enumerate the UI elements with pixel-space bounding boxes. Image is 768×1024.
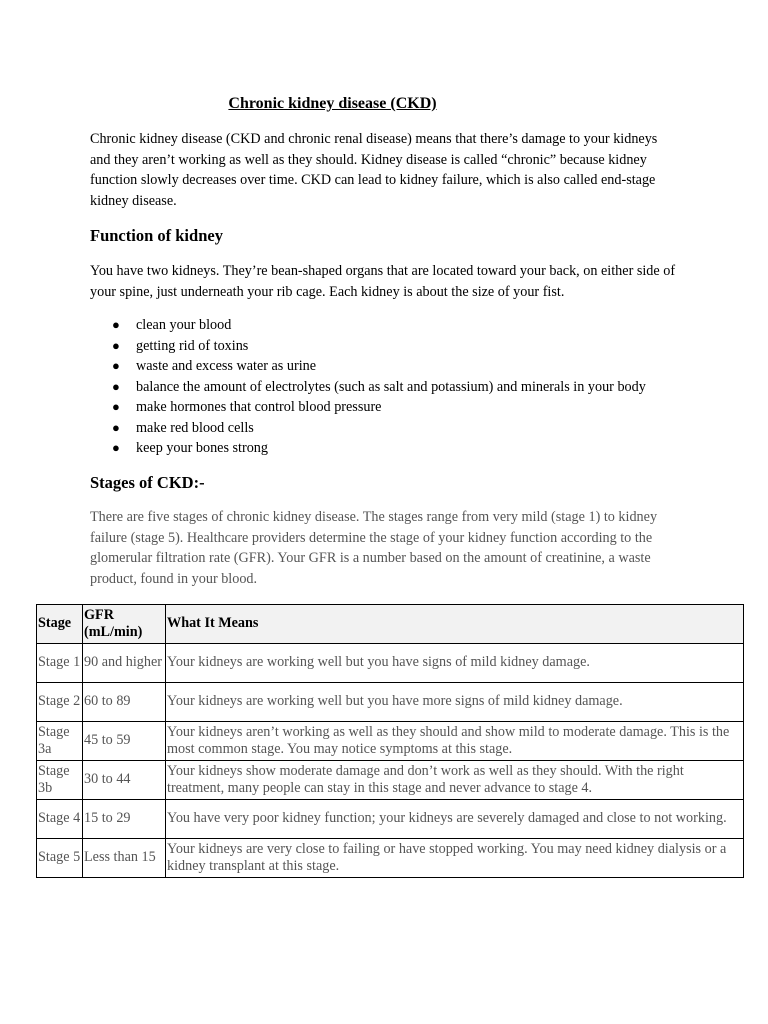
document-title: Chronic kidney disease (CKD) — [228, 95, 437, 112]
list-item — [90, 336, 646, 357]
stage-cell: Stage 4 — [37, 800, 83, 839]
bullet-icon: ● — [112, 440, 120, 455]
list-item-text: getting rid of toxins — [136, 337, 249, 354]
list-item — [90, 356, 646, 377]
table-row — [37, 800, 744, 839]
bullet-icon: ● — [112, 399, 120, 414]
list-item-text: make hormones that control blood pressure — [136, 399, 382, 415]
list-item — [90, 438, 646, 459]
table-header-row — [37, 605, 744, 644]
gfr-cell: 30 to 44 — [83, 761, 166, 800]
meaning-cell: Your kidneys are very close to failing or have stopped working. You may need kidney dialysis or a kidney transplant at this stage. — [166, 839, 744, 878]
stage-cell: Stage 1 — [37, 644, 83, 683]
table-row — [37, 761, 744, 800]
gfr-cell: 60 to 89 — [83, 683, 166, 722]
bullet-icon: ● — [112, 378, 120, 394]
list-item — [90, 418, 646, 439]
gfr-cell: 45 to 59 — [83, 722, 166, 761]
ckd-stages-table — [36, 604, 744, 878]
stage-cell: Stage 2 — [37, 683, 83, 722]
stages-heading: Stages of CKD:- — [90, 473, 205, 492]
list-item-text: make red blood cells — [136, 419, 254, 436]
list-item-text: waste and excess water as urine — [136, 358, 317, 374]
gfr-cell: 15 to 29 — [83, 800, 166, 839]
table-row — [37, 839, 744, 878]
stage-cell: Stage 5 — [37, 839, 83, 878]
meaning-cell: Your kidneys are working well but you have more signs of mild kidney damage. — [166, 683, 744, 722]
bullet-icon: ● — [112, 337, 120, 353]
stage-cell: Stage 3b — [37, 761, 83, 800]
column-header-meaning: What It Means — [166, 605, 744, 644]
column-header-stage: Stage — [37, 605, 83, 644]
table-row — [37, 644, 744, 683]
stage-cell: Stage 3a — [37, 722, 83, 761]
meaning-cell: Your kidneys are working well but you have signs of mild kidney damage. — [166, 644, 744, 683]
meaning-cell: Your kidneys aren’t working as well as they should and show mild to moderate damage. This is the most common stage. You may notice symptoms at this stage. — [166, 722, 744, 761]
function-heading: Function of kidney — [90, 226, 223, 245]
gfr-cell: 90 and higher — [83, 644, 166, 683]
column-header-gfr: GFR (mL/min) — [83, 605, 166, 644]
table-row — [37, 683, 744, 722]
intro-paragraph: Chronic kidney disease (CKD and chronic renal disease) means that there’s damage to your kidneys and they aren’t working as well as they should. Kidney disease is called “chronic” because kidney function slowly decreases over time. CKD can lead to kidney failure, which is also called end-stage kidney disease. — [90, 131, 658, 210]
list-item — [90, 377, 646, 398]
list-item-text: clean your blood — [136, 317, 232, 333]
gfr-cell: Less than 15 — [83, 839, 166, 878]
bullet-icon: ● — [112, 419, 120, 435]
function-paragraph: You have two kidneys. They’re bean-shaped organs that are located toward your back, on either side of your spine, just underneath your rib cage. Each kidney is about the size of your fist. — [90, 263, 676, 300]
meaning-cell: Your kidneys show moderate damage and don’t work as well as they should. With the right treatment, many people can stay in this stage and never advance to stage 4. — [166, 761, 744, 800]
list-item — [90, 315, 646, 336]
list-item-text: balance the amount of electrolytes (such as salt and potassium) and minerals in your body — [136, 378, 646, 395]
list-item-text: keep your bones strong — [136, 440, 268, 456]
table-row — [37, 722, 744, 761]
bullet-icon: ● — [112, 358, 120, 373]
list-item — [90, 397, 646, 418]
bullet-icon: ● — [112, 317, 120, 332]
meaning-cell: You have very poor kidney function; your kidneys are severely damaged and close to not working. — [166, 800, 744, 839]
stages-paragraph: There are five stages of chronic kidney disease. The stages range from very mild (stage 1) to kidney failure (stage 5). Healthcare providers determine the stage of your kidney function according to the glomerular filtration rate (GFR). Your GFR is a number based on the amount of creatinine, a waste product, found in your blood. — [90, 509, 658, 588]
function-list — [90, 315, 646, 459]
